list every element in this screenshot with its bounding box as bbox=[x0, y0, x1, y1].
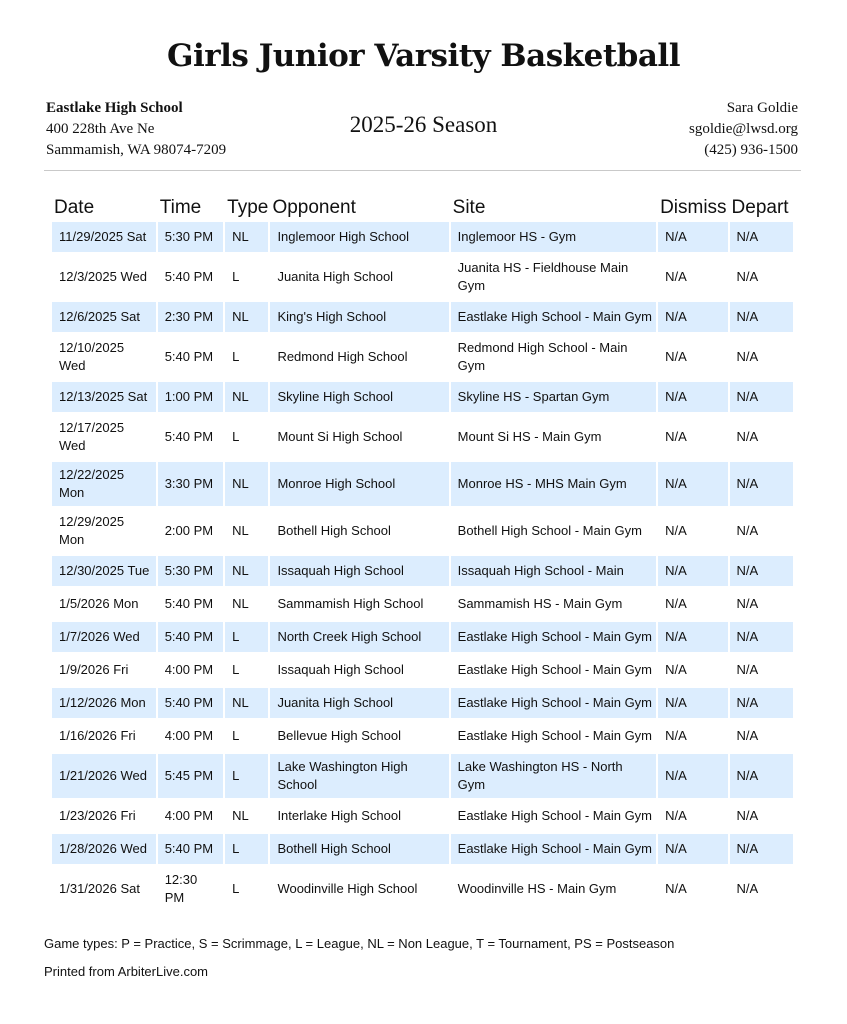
cell-time: 5:40 PM bbox=[164, 269, 214, 284]
cell-opponent: King's High School bbox=[270, 302, 448, 332]
cell-opponent: Monroe High School bbox=[270, 462, 448, 506]
cell-site: Inglemoor HS - Gym bbox=[451, 222, 656, 252]
cell-dismiss: N/A bbox=[658, 622, 727, 652]
cell-dismiss: N/A bbox=[658, 462, 727, 506]
cell-opponent: Mount Si High School bbox=[277, 429, 403, 444]
cell-dismiss: N/A bbox=[658, 834, 727, 864]
cell-time: 2:30 PM bbox=[158, 302, 223, 332]
cell-opponent: Juanita High School bbox=[277, 269, 394, 284]
table-row bbox=[52, 754, 793, 798]
cell-time: 5:45 PM bbox=[158, 754, 223, 798]
cell-site: Eastlake High School - Main Gym bbox=[457, 728, 653, 743]
table-row bbox=[52, 415, 793, 459]
cell-site: Lake Washington HS - North Gym bbox=[451, 754, 656, 798]
cell-date: 12/30/2025 Tue bbox=[52, 556, 156, 586]
cell-depart: N/A bbox=[730, 834, 793, 864]
address-line-1: 400 228th Ave Ne bbox=[46, 121, 155, 137]
cell-date: 12/13/2025 Sat bbox=[52, 382, 156, 412]
cell-time: 4:00 PM bbox=[164, 808, 214, 823]
contact-name: Sara Goldie bbox=[726, 100, 798, 116]
cell-site: Eastlake High School - Main Gym bbox=[451, 622, 656, 652]
cell-depart: N/A bbox=[730, 556, 793, 586]
table-row bbox=[52, 801, 793, 831]
cell-time: 3:30 PM bbox=[158, 462, 223, 506]
cell-opponent: Skyline High School bbox=[270, 382, 448, 412]
cell-dismiss: N/A bbox=[658, 302, 727, 332]
schedule-table bbox=[50, 190, 795, 914]
cell-site: Redmond High School - Main Gym bbox=[457, 340, 628, 373]
table-row bbox=[52, 655, 793, 685]
cell-type: L bbox=[225, 754, 268, 798]
cell-time: 5:40 PM bbox=[158, 688, 223, 718]
table-row bbox=[52, 867, 793, 911]
cell-opponent: Woodinville High School bbox=[277, 881, 418, 896]
cell-date: 1/12/2026 Mon bbox=[52, 688, 156, 718]
column-header-site: Site bbox=[452, 197, 486, 218]
cell-site: Monroe HS - MHS Main Gym bbox=[451, 462, 656, 506]
cell-time: 5:40 PM bbox=[164, 429, 214, 444]
cell-date: 1/28/2026 Wed bbox=[52, 834, 156, 864]
cell-opponent: Interlake High School bbox=[277, 808, 402, 823]
cell-date: 1/31/2026 Sat bbox=[59, 881, 140, 896]
cell-site: Eastlake High School - Main Gym bbox=[457, 662, 653, 677]
cell-opponent: Lake Washington High School bbox=[270, 754, 448, 798]
cell-depart: N/A bbox=[736, 349, 759, 364]
cell-time: 1:00 PM bbox=[158, 382, 223, 412]
table-row bbox=[52, 509, 793, 553]
cell-dismiss: N/A bbox=[665, 728, 687, 743]
table-row bbox=[52, 382, 793, 412]
cell-date: 1/7/2026 Wed bbox=[52, 622, 156, 652]
cell-date: 12/22/2025 Mon bbox=[52, 462, 156, 506]
cell-depart: N/A bbox=[736, 523, 759, 538]
column-header-depart: Depart bbox=[731, 197, 789, 218]
cell-type: NL bbox=[225, 382, 268, 412]
cell-type: L bbox=[232, 269, 240, 284]
cell-opponent: Bellevue High School bbox=[277, 728, 402, 743]
cell-dismiss: N/A bbox=[665, 881, 687, 896]
cell-time: 4:00 PM bbox=[164, 662, 214, 677]
cell-site: Eastlake High School - Main Gym bbox=[451, 688, 656, 718]
table-row bbox=[52, 222, 793, 252]
table-row bbox=[52, 834, 793, 864]
cell-time: 5:40 PM bbox=[158, 834, 223, 864]
printed-from-note: Printed from ArbiterLive.com bbox=[44, 964, 209, 979]
cell-depart: N/A bbox=[736, 269, 759, 284]
cell-type: NL bbox=[232, 808, 249, 823]
cell-time: 5:30 PM bbox=[158, 556, 223, 586]
cell-depart: N/A bbox=[736, 728, 759, 743]
cell-type: L bbox=[232, 881, 240, 896]
cell-depart: N/A bbox=[736, 429, 759, 444]
header-divider bbox=[44, 170, 801, 171]
table-row bbox=[52, 688, 793, 718]
cell-opponent: Issaquah High School bbox=[270, 556, 448, 586]
cell-dismiss: N/A bbox=[665, 662, 687, 677]
cell-date: 12/6/2025 Sat bbox=[52, 302, 156, 332]
cell-site: Sammamish HS - Main Gym bbox=[457, 596, 623, 611]
cell-depart: N/A bbox=[730, 688, 793, 718]
cell-site: Eastlake High School - Main Gym bbox=[451, 302, 656, 332]
cell-depart: N/A bbox=[730, 462, 793, 506]
cell-site: Bothell High School - Main Gym bbox=[457, 523, 642, 538]
cell-dismiss: N/A bbox=[665, 269, 687, 284]
cell-date: 12/3/2025 Wed bbox=[59, 269, 147, 284]
column-header-opponent: Opponent bbox=[272, 197, 356, 218]
cell-depart: N/A bbox=[730, 622, 793, 652]
cell-time: 5:30 PM bbox=[158, 222, 223, 252]
cell-site: Eastlake High School - Main Gym bbox=[451, 834, 656, 864]
cell-date: 1/5/2026 Mon bbox=[59, 596, 139, 611]
cell-dismiss: N/A bbox=[658, 688, 727, 718]
column-header-date: Date bbox=[54, 197, 95, 218]
cell-opponent: Sammamish High School bbox=[277, 596, 424, 611]
game-types-legend: Game types: P = Practice, S = Scrimmage, L = League, NL = Non League, T = Tournament, PS = Postseason bbox=[44, 936, 675, 951]
cell-dismiss: N/A bbox=[658, 556, 727, 586]
cell-time: 2:00 PM bbox=[164, 523, 214, 538]
cell-type: L bbox=[225, 834, 268, 864]
cell-opponent: Bothell High School bbox=[277, 523, 391, 538]
cell-site: Mount Si HS - Main Gym bbox=[457, 429, 602, 444]
cell-time: 5:40 PM bbox=[164, 596, 214, 611]
cell-dismiss: N/A bbox=[665, 808, 687, 823]
cell-dismiss: N/A bbox=[658, 222, 727, 252]
table-row bbox=[52, 556, 793, 586]
cell-dismiss: N/A bbox=[665, 349, 687, 364]
table-row bbox=[52, 335, 793, 379]
table-row bbox=[52, 302, 793, 332]
cell-date: 1/21/2026 Wed bbox=[52, 754, 156, 798]
cell-time: 12:30 PM bbox=[164, 872, 198, 905]
cell-depart: N/A bbox=[730, 222, 793, 252]
cell-dismiss: N/A bbox=[658, 382, 727, 412]
cell-date: 1/23/2026 Fri bbox=[59, 808, 136, 823]
cell-type: NL bbox=[225, 222, 268, 252]
cell-depart: N/A bbox=[736, 662, 759, 677]
schedule-body bbox=[52, 222, 793, 911]
cell-date: 12/29/2025 Mon bbox=[59, 514, 125, 547]
cell-type: NL bbox=[225, 556, 268, 586]
cell-opponent: Issaquah High School bbox=[277, 662, 404, 677]
column-header-time: Time bbox=[159, 197, 202, 218]
cell-type: L bbox=[232, 728, 240, 743]
cell-date: 12/10/2025 Wed bbox=[59, 340, 125, 373]
table-row bbox=[52, 622, 793, 652]
cell-type: L bbox=[225, 622, 268, 652]
contact-info bbox=[689, 98, 798, 161]
cell-depart: N/A bbox=[730, 302, 793, 332]
cell-opponent: Bothell High School bbox=[270, 834, 448, 864]
page-title: Girls Junior Varsity Basketball bbox=[167, 38, 680, 74]
cell-site: Woodinville HS - Main Gym bbox=[457, 881, 617, 896]
cell-type: NL bbox=[225, 462, 268, 506]
cell-site: Skyline HS - Spartan Gym bbox=[451, 382, 656, 412]
cell-type: L bbox=[232, 429, 240, 444]
cell-dismiss: N/A bbox=[665, 596, 687, 611]
table-row bbox=[52, 721, 793, 751]
cell-depart: N/A bbox=[736, 596, 759, 611]
cell-date: 1/16/2026 Fri bbox=[59, 728, 136, 743]
cell-type: NL bbox=[232, 596, 249, 611]
school-name: Eastlake High School bbox=[46, 100, 183, 116]
cell-opponent: Redmond High School bbox=[277, 349, 408, 364]
cell-site: Issaquah High School - Main bbox=[451, 556, 656, 586]
table-row bbox=[52, 255, 793, 299]
cell-type: L bbox=[232, 349, 240, 364]
cell-time: 5:40 PM bbox=[164, 349, 214, 364]
contact-email: sgoldie@lwsd.org bbox=[689, 121, 798, 137]
contact-phone: (425) 936-1500 bbox=[704, 142, 798, 158]
cell-depart: N/A bbox=[736, 881, 759, 896]
cell-depart: N/A bbox=[730, 754, 793, 798]
cell-site: Juanita HS - Fieldhouse Main Gym bbox=[457, 260, 629, 293]
cell-type: L bbox=[232, 662, 240, 677]
cell-opponent: Juanita High School bbox=[270, 688, 448, 718]
cell-dismiss: N/A bbox=[658, 754, 727, 798]
table-row bbox=[52, 462, 793, 506]
cell-opponent: North Creek High School bbox=[270, 622, 448, 652]
table-header-row bbox=[52, 193, 793, 219]
cell-dismiss: N/A bbox=[665, 523, 687, 538]
cell-type: NL bbox=[225, 688, 268, 718]
cell-site: Eastlake High School - Main Gym bbox=[457, 808, 653, 823]
cell-date: 11/29/2025 Sat bbox=[52, 222, 156, 252]
cell-date: 1/9/2026 Fri bbox=[59, 662, 129, 677]
cell-opponent: Inglemoor High School bbox=[270, 222, 448, 252]
cell-depart: N/A bbox=[736, 808, 759, 823]
cell-type: NL bbox=[232, 523, 249, 538]
cell-type: NL bbox=[225, 302, 268, 332]
column-header-dismiss: Dismiss bbox=[660, 197, 727, 218]
cell-date: 12/17/2025 Wed bbox=[59, 420, 125, 453]
cell-time: 5:40 PM bbox=[158, 622, 223, 652]
address-line-2: Sammamish, WA 98074-7209 bbox=[46, 142, 227, 158]
column-header-type: Type bbox=[227, 197, 269, 218]
table-row bbox=[52, 589, 793, 619]
cell-dismiss: N/A bbox=[665, 429, 687, 444]
season-label: 2025-26 Season bbox=[349, 112, 498, 137]
cell-depart: N/A bbox=[730, 382, 793, 412]
cell-time: 4:00 PM bbox=[164, 728, 214, 743]
